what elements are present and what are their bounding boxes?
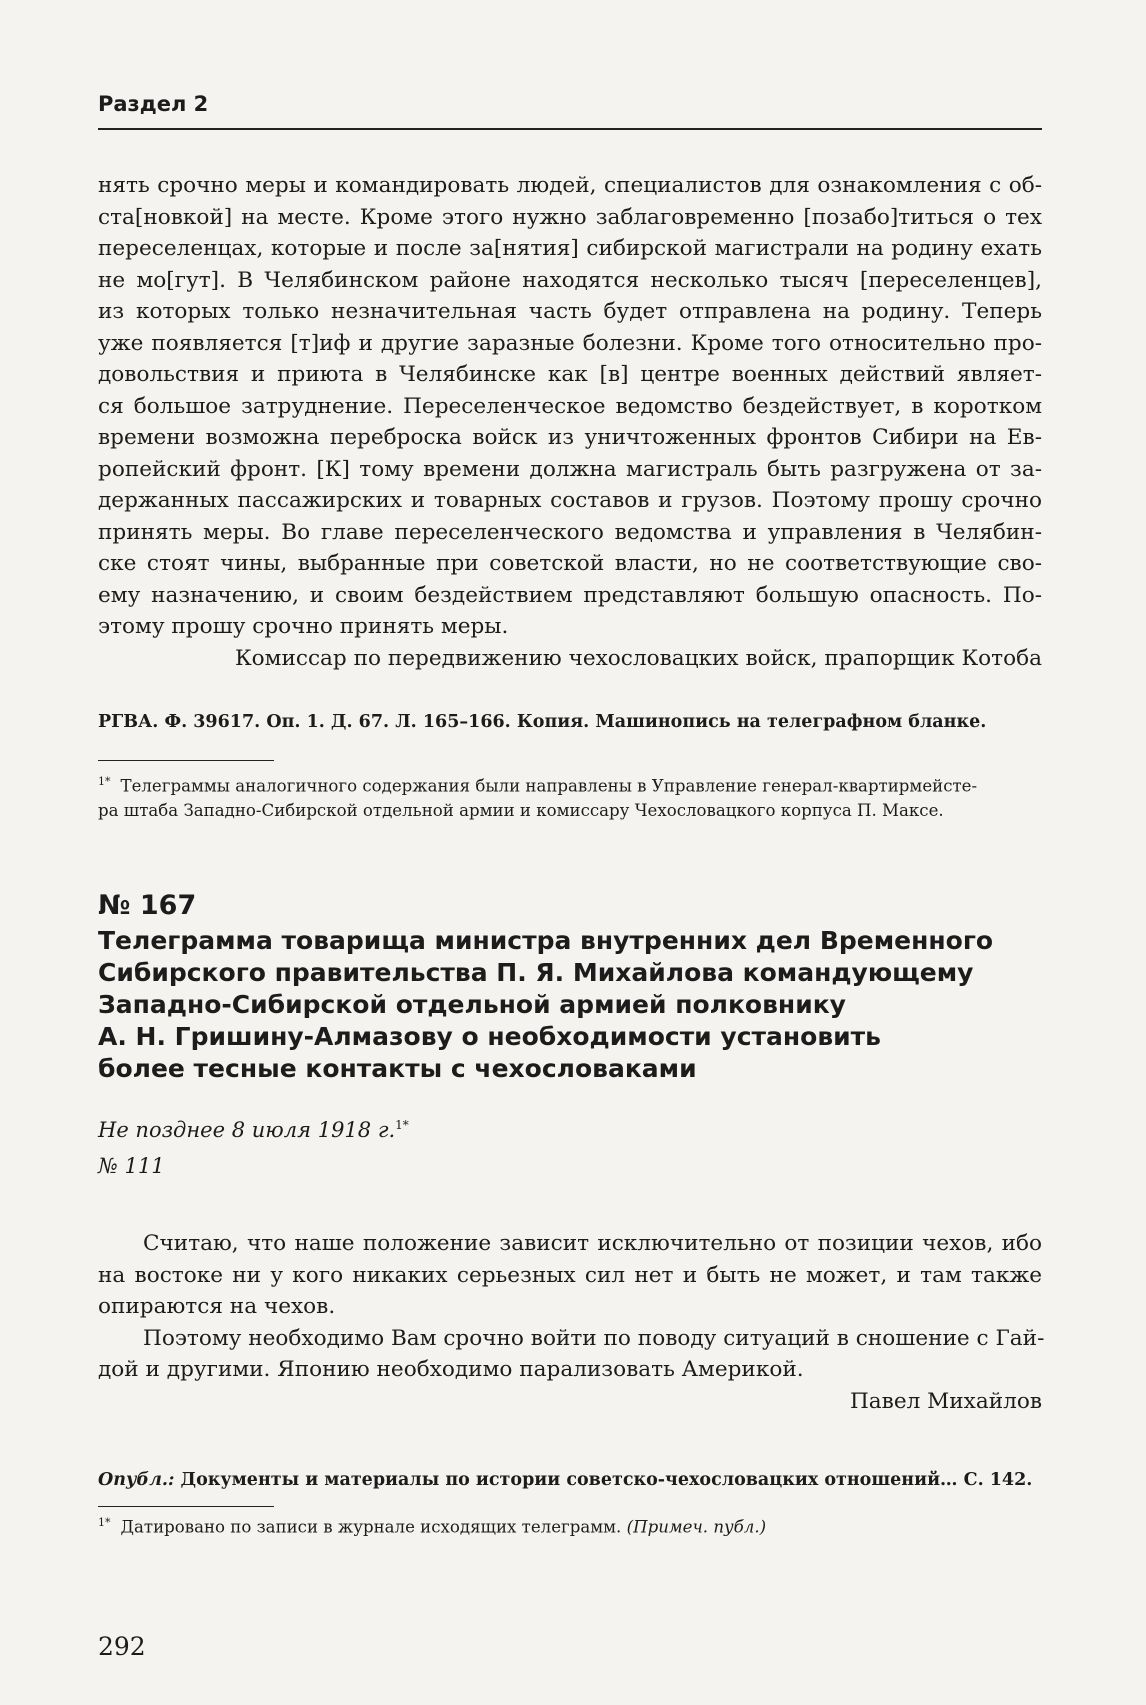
- text-line: уже появляется [т]иф и другие заразные болезни. Кроме того относительно про-: [98, 330, 1042, 356]
- title-line: Сибирского правительства П. Я. Михайлова командующему: [98, 958, 974, 987]
- document-title: [98, 925, 1042, 1085]
- footnote-mark: 1*: [98, 1516, 111, 1529]
- footnote-text: Датировано по записи в журнале исходящих телеграмм.: [120, 1517, 622, 1537]
- footnote-line: [98, 770, 1042, 799]
- running-header: [98, 92, 1042, 132]
- date-footnote-mark: 1*: [395, 1118, 409, 1132]
- title-line: Телеграмма товарища министра внутренних дел Временного: [98, 926, 994, 955]
- text-line: довольствия и приюта в Челябинске как [в] центре военных действий являет-: [98, 362, 1042, 387]
- text-line: из которых только незначительная часть будет отправлена на родину. Теперь: [98, 299, 1042, 324]
- text-line: не мо[гут]. В Челябинском районе находятся несколько тысяч [переселенцев],: [98, 267, 1042, 293]
- footnote-1: [98, 770, 1042, 823]
- header-rule: [98, 128, 1042, 130]
- text-line: ске стоят чины, выбранные при советской власти, но не соответствующие сво-: [98, 551, 1042, 576]
- footnote-line: ра штаба Западно-Сибирской отдельной армии и комиссару Чехословацкого корпуса П. Максе.: [98, 800, 944, 820]
- document-number: № 167: [98, 890, 197, 921]
- title-line: А. Н. Гришину-Алмазову о необходимости установить: [98, 1022, 881, 1051]
- signature-kotoba: Комиссар по передвижению чехословацких войск, прапорщик Котоба: [234, 645, 1042, 671]
- archive-source: РГВА. Ф. 39617. Оп. 1. Д. 67. Л. 165–166. Копия. Машинопись на телеграфном бланке.: [98, 712, 987, 732]
- text-line: опираются на чехов.: [98, 1294, 336, 1319]
- footnote-rule: [98, 760, 274, 761]
- text-line: на востоке ни у кого никаких серьезных сил нет и быть не может, и там также: [98, 1262, 1042, 1288]
- text-line: переселенцах, которые и после за[нятия] сибирской магистрали на родину ехать: [98, 236, 1042, 261]
- document-date: [98, 1118, 409, 1142]
- publication-source: [98, 1470, 1032, 1490]
- text-line: Поэтому необходимо Вам срочно войти по поводу ситуаций в сношение с Гай-: [143, 1325, 1045, 1351]
- text-line: ропейский фронт. [К] тому времени должна магистраль быть разгружена от за-: [98, 456, 1042, 482]
- text-line: ста[новкой] на месте. Кроме этого нужно заблаговременно [позабо]титься о тех: [98, 204, 1042, 230]
- footnote-mark: 1*: [98, 775, 111, 788]
- publ-text: Документы и материалы по истории советско-чехословацких отношений… С. 142.: [174, 1470, 1033, 1490]
- text-line: нять срочно меры и командировать людей, специалистов для ознакомления с об-: [98, 173, 1042, 198]
- text-line: времени возможна переброска войск из уничтоженных фронтов Сибири на Ев-: [98, 425, 1042, 450]
- footnote-2: [98, 1516, 766, 1537]
- footnote-text: Телеграммы аналогичного содержания были направлены в Управление генерал-квартирмейсте-: [120, 776, 978, 796]
- section-label: Раздел 2: [98, 92, 209, 116]
- date-text: Не позднее 8 июля 1918 г.: [98, 1118, 396, 1142]
- telegram-text: [98, 1228, 1045, 1417]
- publ-label: Опубл.:: [98, 1470, 175, 1490]
- text-line: держанных пассажирских и товарных составов и грузов. Поэтому прошу срочно: [98, 488, 1042, 513]
- text-line: ся большое затруднение. Переселенческое ведомство бездействует, в коротком: [98, 393, 1042, 419]
- text-line: этому прошу срочно принять меры.: [98, 614, 509, 639]
- telegram-continuation-text: [98, 170, 1042, 674]
- text-line: Считаю, что наше положение зависит исключительно от позиции чехов, ибо: [143, 1231, 1042, 1256]
- signature-mikhailov: Павел Михайлов: [849, 1388, 1042, 1414]
- footnote-note: (Примеч. публ.): [626, 1517, 767, 1537]
- page-number: 292: [98, 1632, 146, 1661]
- text-line: ему назначению, и своим бездействием представляют большую опасность. По-: [98, 582, 1042, 608]
- telegram-number: № 111: [98, 1154, 165, 1178]
- title-line: более тесные контакты с чехословаками: [98, 1054, 697, 1083]
- footnote-rule: [98, 1506, 274, 1507]
- text-line: принять меры. Во главе переселенческого ведомства и управления в Челябин-: [98, 519, 1042, 545]
- title-line: Западно-Сибирской отдельной армией полковнику: [98, 990, 846, 1019]
- text-line: дой и другими. Японию необходимо парализовать Америкой.: [98, 1357, 804, 1382]
